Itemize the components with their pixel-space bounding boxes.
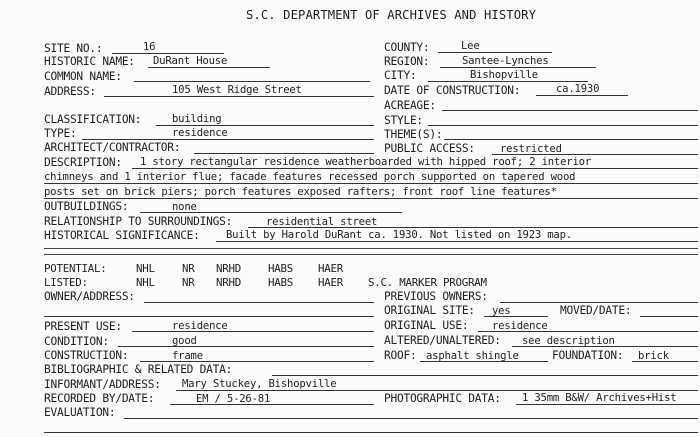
architect-label: ARCHITECT/CONTRACTOR:: [44, 141, 181, 154]
acreage-line: [442, 110, 698, 111]
significance-label: HISTORICAL SIGNIFICANCE:: [44, 229, 200, 242]
condition-line: [118, 346, 374, 347]
description-text-1: 1 story rectangular residence weatherboarded with hipped roof; 2 interior: [140, 156, 591, 168]
previous-owners-line: [500, 302, 698, 303]
bibliographic-label: BIBLIOGRAPHIC & RELATED DATA:: [44, 363, 233, 376]
type-label: TYPE:: [44, 127, 77, 140]
construction-value: frame: [172, 350, 203, 362]
description-label: DESCRIPTION:: [44, 156, 122, 169]
roof-value: asphalt shingle: [426, 350, 519, 362]
public-access-label: PUBLIC ACCESS:: [384, 142, 475, 155]
owner-address-label: OWNER/ADDRESS:: [44, 290, 135, 303]
recorded-by-value: EM / 5-26-81: [196, 393, 271, 405]
classification-label: CLASSIFICATION:: [44, 113, 142, 126]
section-divider-1: [44, 248, 698, 249]
acreage-label: ACREAGE:: [384, 99, 436, 112]
moved-date-label: MOVED/DATE:: [560, 304, 632, 317]
recorded-by-label: RECORDED BY/DATE:: [44, 392, 155, 405]
foundation-value: brick: [638, 350, 669, 362]
common-name-label: COMMON NAME:: [44, 70, 122, 83]
listed-habs: HABS: [268, 276, 294, 289]
owner-address-line: [144, 302, 374, 303]
site-no-line: [112, 53, 224, 54]
description-text-3: posts set on brick piers; porch features exposed rafters; front roof line features*: [44, 186, 557, 198]
significance-value: Built by Harold DuRant ca. 1930. Not listed on 1923 map.: [226, 229, 572, 241]
outbuildings-label: OUTBUILDINGS:: [44, 200, 129, 213]
style-line: [428, 125, 698, 126]
listed-haer: HAER: [318, 276, 344, 289]
evaluation-line-2: [44, 432, 698, 433]
form-title: S.C. DEPARTMENT OF ARCHIVES AND HISTORY: [246, 8, 537, 22]
roof-label: ROOF:: [384, 349, 417, 362]
listed-nhl: NHL: [136, 276, 155, 289]
type-value: residence: [172, 127, 228, 139]
historic-name-label: HISTORIC NAME:: [44, 55, 135, 68]
section-divider-2: [44, 254, 698, 255]
date-construction-value: ca.1930: [556, 83, 600, 95]
owner-address-line-2: [44, 316, 374, 317]
date-construction-label: DATE OF CONSTRUCTION:: [384, 84, 521, 97]
potential-nhl: NHL: [136, 262, 155, 275]
informant-value: Mary Stuckey, Bishopville: [182, 378, 337, 390]
potential-haer: HAER: [318, 262, 344, 275]
present-use-line: [132, 331, 374, 332]
altered-value: see description: [522, 335, 615, 347]
listed-label: LISTED:: [44, 276, 88, 289]
potential-habs: HABS: [268, 262, 294, 275]
foundation-label: FOUNDATION:: [552, 349, 624, 362]
address-label: ADDRESS:: [44, 85, 96, 98]
evaluation-label: EVALUATION:: [44, 406, 116, 419]
listed-nr: NR: [182, 276, 195, 289]
original-use-value: residence: [492, 320, 548, 332]
present-use-value: residence: [172, 320, 228, 332]
relationship-value: residential street: [266, 216, 378, 228]
city-value: Bishopville: [470, 69, 538, 81]
original-use-label: ORIGINAL USE:: [384, 319, 469, 332]
marker-program-label: S.C. MARKER PROGRAM: [368, 276, 487, 289]
present-use-label: PRESENT USE:: [44, 320, 122, 333]
architect-line: [194, 153, 374, 154]
region-value: Santee-Lynches: [462, 55, 549, 67]
bibliographic-line: [272, 375, 698, 376]
themes-label: THEME(S):: [384, 128, 443, 141]
public-access-value: restricted: [500, 143, 562, 155]
evaluation-line: [124, 418, 698, 419]
informant-label: INFORMANT/ADDRESS:: [44, 378, 161, 391]
condition-label: CONDITION:: [44, 335, 109, 348]
potential-nr: NR: [182, 262, 195, 275]
construction-label: CONSTRUCTION:: [44, 349, 129, 362]
region-label: REGION:: [384, 55, 430, 68]
county-label: COUNTY:: [384, 41, 430, 54]
photographic-value: 1 35mm B&W/ Archives+Hist: [522, 392, 677, 404]
previous-owners-label: PREVIOUS OWNERS:: [384, 290, 488, 303]
common-name-line: [134, 81, 370, 82]
style-label: STYLE:: [384, 114, 423, 127]
original-site-label: ORIGINAL SITE:: [384, 304, 475, 317]
altered-label: ALTERED/UNALTERED:: [384, 334, 501, 347]
site-no-label: SITE NO.:: [44, 42, 103, 55]
potential-label: POTENTIAL:: [44, 262, 107, 275]
photographic-label: PHOTOGRAPHIC DATA:: [384, 392, 501, 405]
relationship-label: RELATIONSHIP TO SURROUNDINGS:: [44, 215, 233, 228]
county-line: [438, 52, 552, 53]
address-value: 105 West Ridge Street: [172, 84, 302, 96]
site-no-value: 16: [143, 41, 156, 53]
outbuildings-value: none: [172, 201, 197, 213]
condition-value: good: [172, 335, 197, 347]
classification-value: building: [172, 113, 222, 125]
original-site-value: yes: [492, 305, 511, 317]
type-line: [82, 139, 374, 140]
description-text-2: chimneys and 1 interior flue; facade features recessed porch supported on tapered wood: [44, 171, 576, 183]
themes-line: [444, 139, 698, 140]
listed-nrhd: NRHD: [216, 276, 242, 289]
moved-date-line: [640, 316, 698, 317]
city-label: CITY:: [384, 69, 417, 82]
potential-nrhd: NRHD: [216, 262, 242, 275]
historic-name-value: DuRant House: [153, 55, 228, 67]
county-value: Lee: [461, 40, 480, 52]
